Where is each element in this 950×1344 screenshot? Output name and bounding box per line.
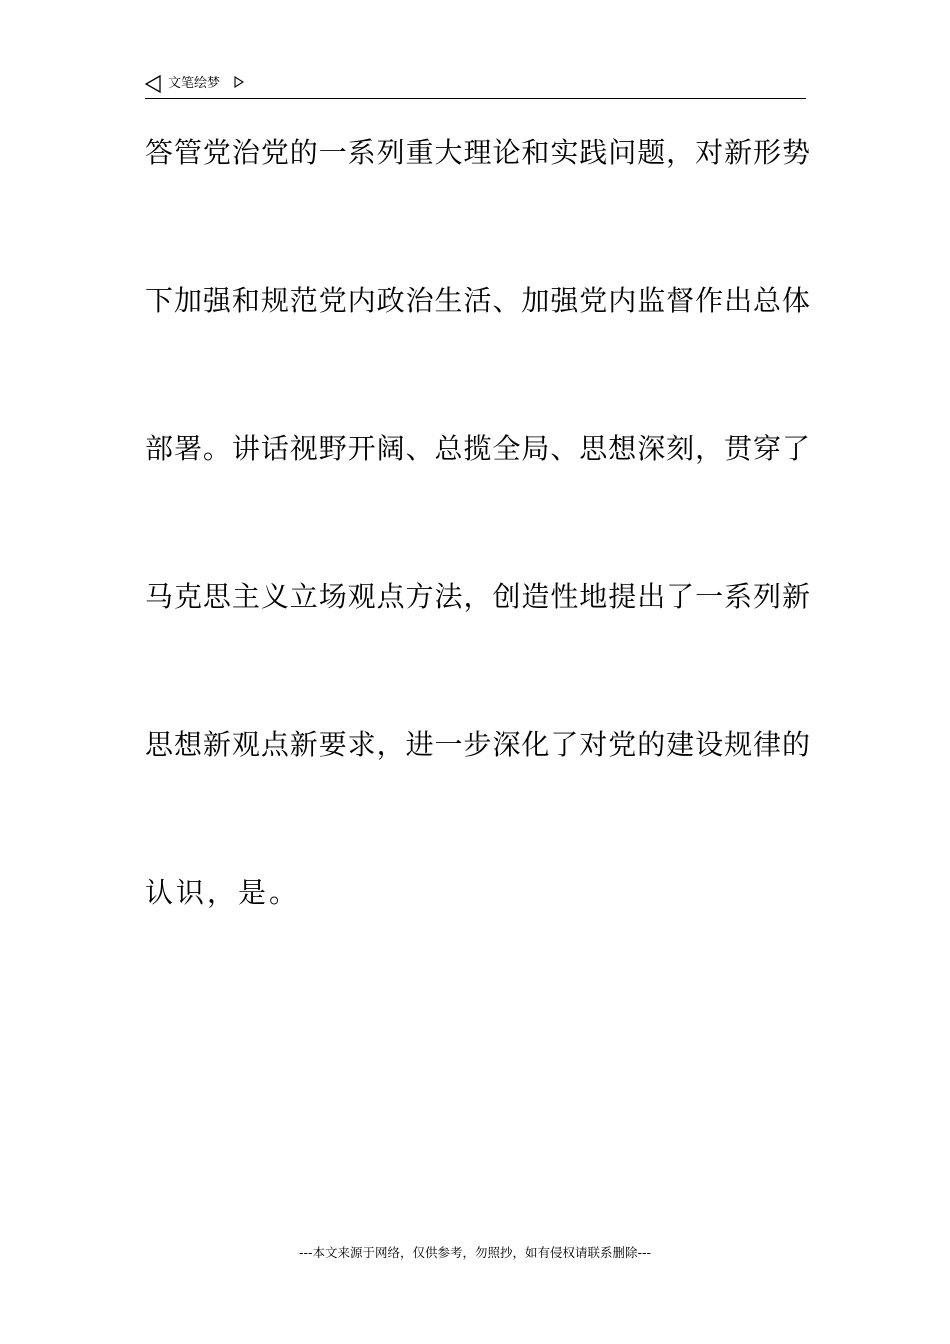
body-text-line-3: 部署。讲话视野开阔、总揽全局、思想深刻，贯穿了 xyxy=(145,432,810,465)
body-text-line-2: 下加强和规范党内政治生活、加强党内监督作出总体 xyxy=(145,284,810,317)
triangle-right-outline-icon xyxy=(234,76,244,88)
body-text-line-4: 马克思主义立场观点方法，创造性地提出了一系列新 xyxy=(145,580,810,613)
body-text-line-1: 答管党治党的一系列重大理论和实践问题，对新形势 xyxy=(145,136,810,169)
page-header xyxy=(145,74,806,99)
body-text-line-6: 认识，是。 xyxy=(145,876,301,909)
page-footer-notice: ---本文来源于网络，仅供参考，勿照抄，如有侵权请联系删除--- xyxy=(298,1245,652,1260)
triangle-left-outline-icon xyxy=(145,75,161,93)
body-text-line-5: 思想新观点新要求，进一步深化了对党的建设规律的 xyxy=(145,728,810,761)
header-title: 文笔绘梦 xyxy=(168,76,221,91)
